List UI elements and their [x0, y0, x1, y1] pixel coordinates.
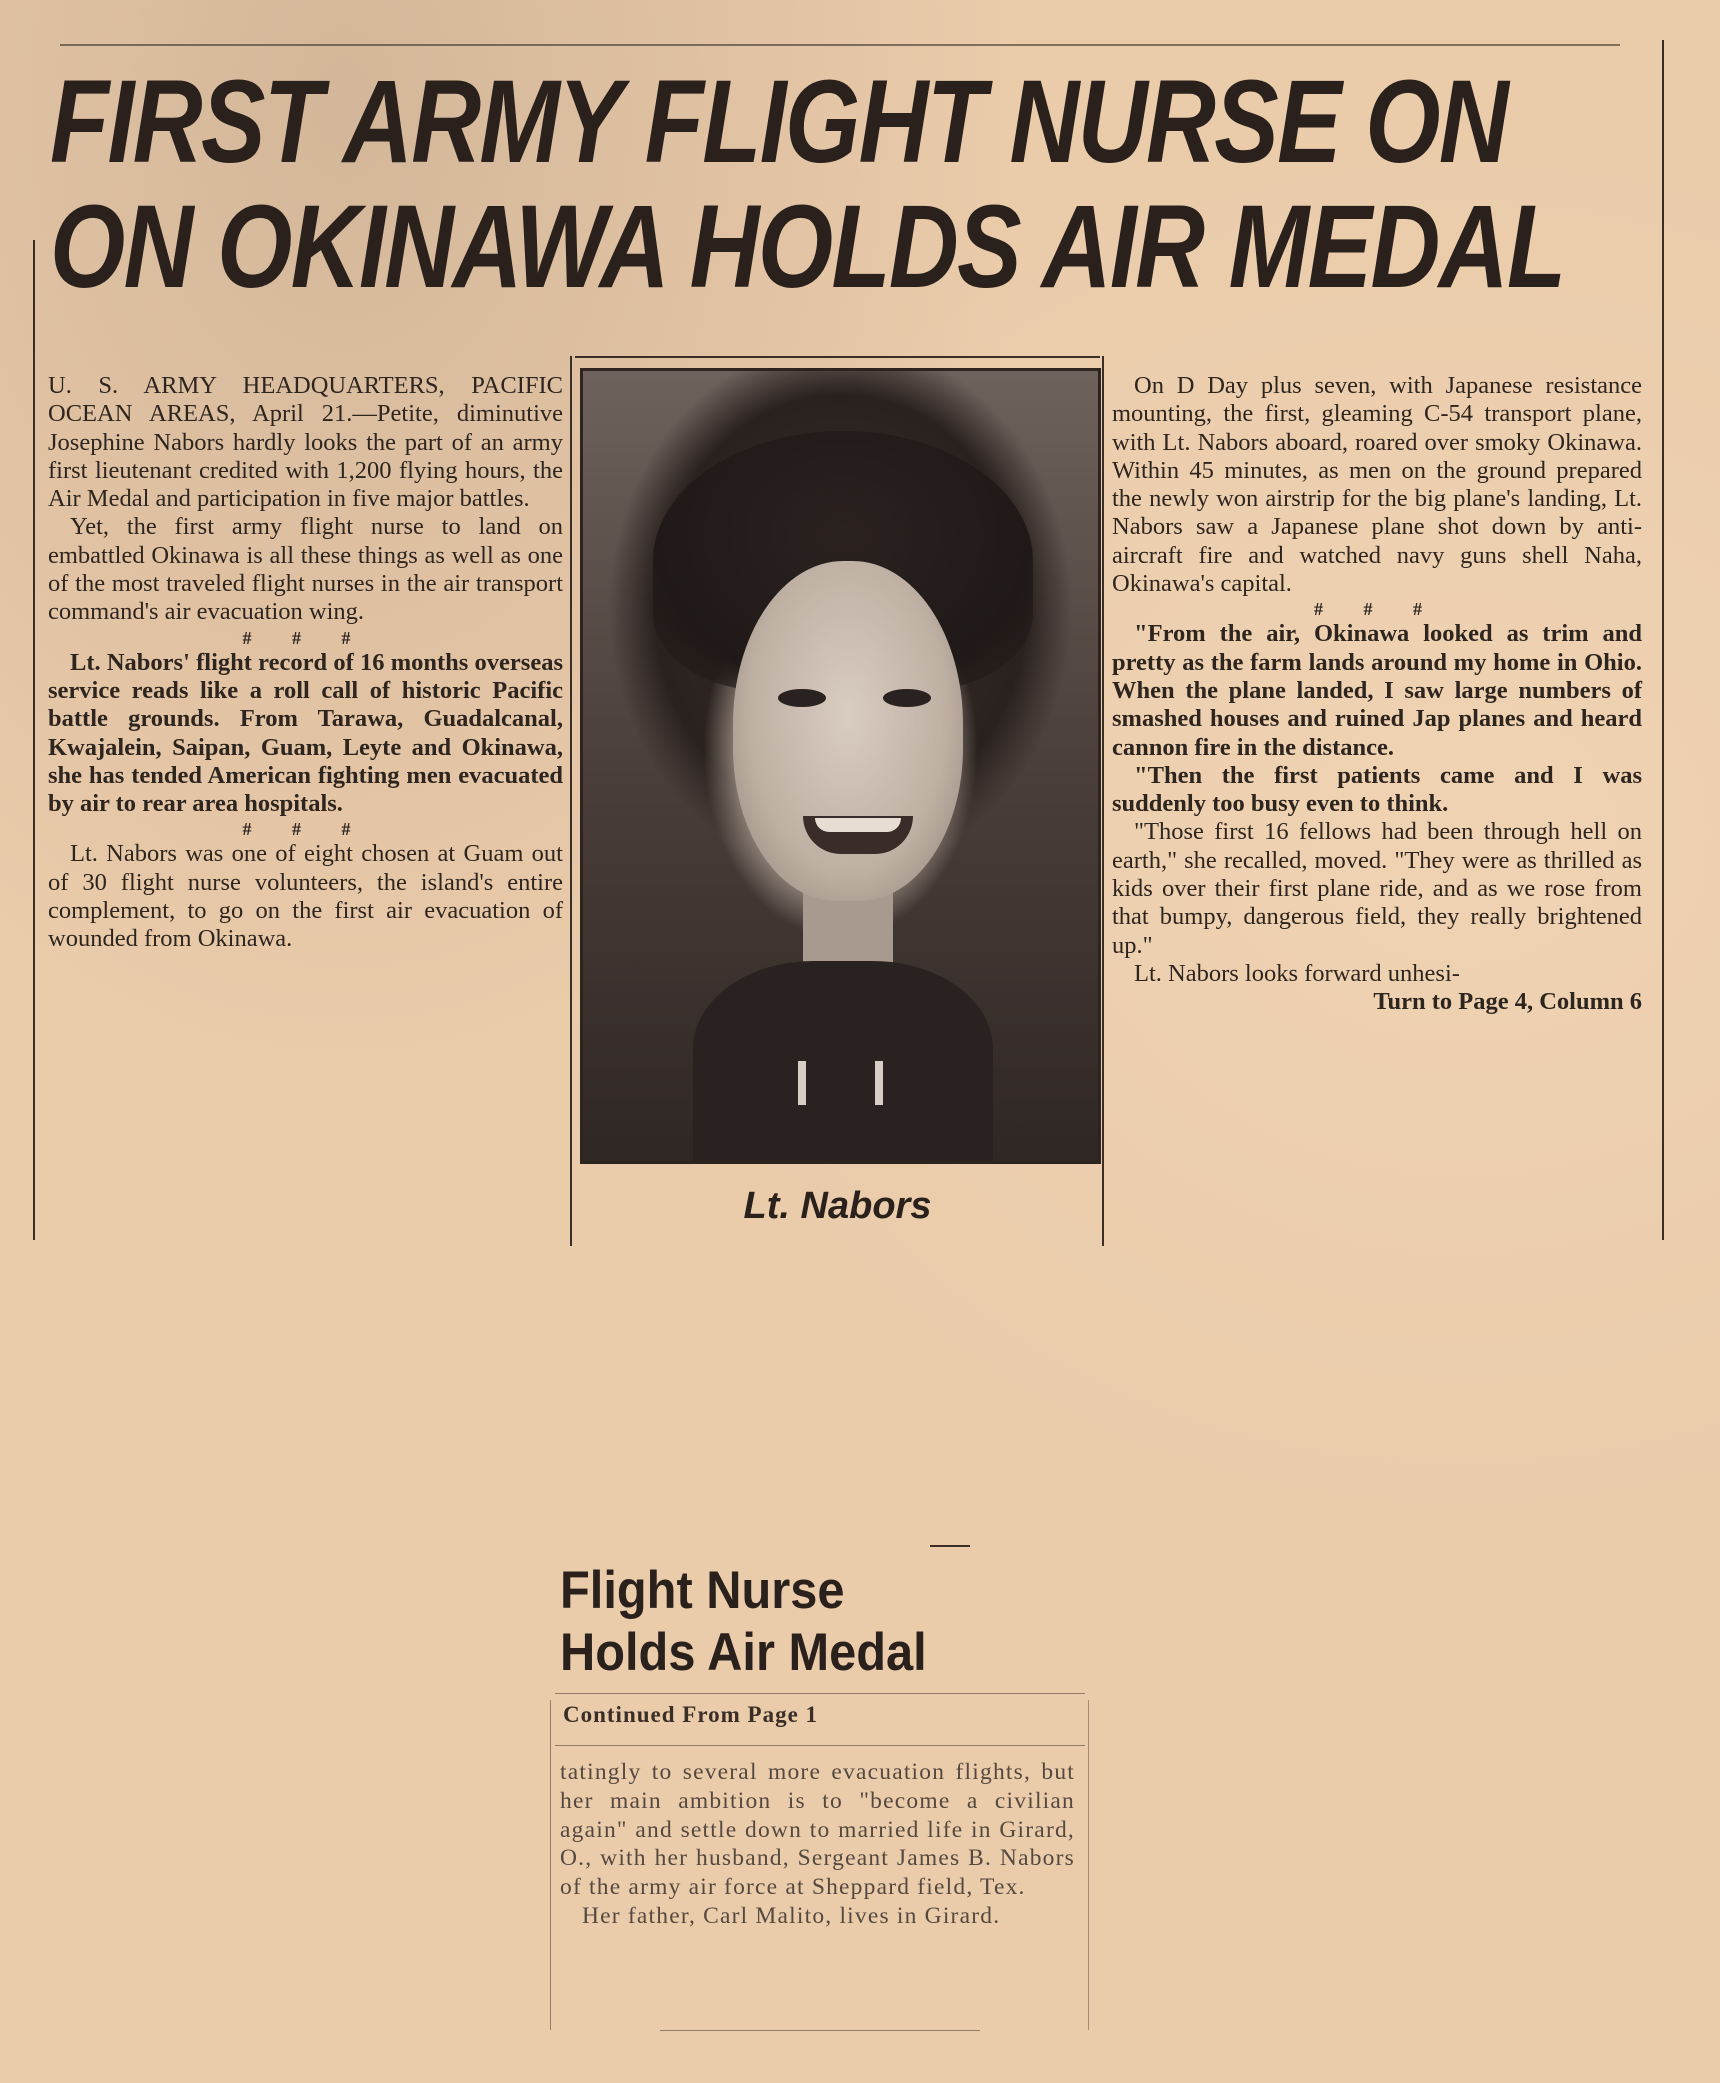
continuation-bottom-rule — [660, 2030, 980, 2031]
continued-from-label: Continued From Page 1 — [563, 1702, 819, 1727]
photo-insignia-left — [798, 1061, 806, 1105]
jump-line: Turn to Page 4, Column 6 — [1373, 988, 1642, 1016]
article-column-3 — [1112, 372, 1642, 1017]
portrait-photo — [580, 368, 1101, 1164]
continuation-head-rule — [555, 1693, 1085, 1694]
continuation-left-rule — [550, 1700, 551, 2030]
section-break-1: # # # — [242, 627, 369, 648]
col1-paragraph-2: Yet, the first army flight nurse to land on embattled Okinawa is all these things as well as one of the most traveled flight nurses in the air transport command's air evacuation wing. — [48, 513, 563, 626]
headline — [50, 56, 1565, 313]
photo-teeth — [815, 818, 901, 832]
col3-paragraph-2: "From the air, Okinawa looked as trim and pretty as the farm lands around my home in Ohio. When the plane landed, I saw large numbers of smashed houses and ruined Jap planes and heard cannon fire in the distance. — [1112, 620, 1642, 761]
left-border-rule — [33, 240, 35, 1240]
continuation-right-rule — [1088, 1700, 1089, 2030]
photo-top-rule — [575, 356, 1100, 358]
right-border-rule — [1662, 40, 1664, 1240]
col3-paragraph-3: "Then the first patients came and I was suddenly too busy even to think. — [1112, 761, 1642, 818]
col1-paragraph-3: Lt. Nabors' flight record of 16 months overseas service reads like a roll call of historic Pacific battle grounds. From Tarawa, Guadalcanal, Kwajalein, Saipan, Guam, Leyte and Okinawa, she has tended American fighting men evacuated by air to rear area hospitals. — [48, 648, 563, 818]
top-border-rule — [60, 44, 1620, 46]
continuation-body — [560, 1758, 1075, 1931]
continuation-headline — [560, 1560, 927, 1684]
continuation-headline-line-2: Holds Air Medal — [560, 1623, 927, 1682]
section-break-3: # # # — [1314, 599, 1440, 620]
headline-line-2: ON OKINAWA HOLDS AIR MEDAL — [50, 181, 1565, 313]
headline-line-1: FIRST ARMY FLIGHT NURSE ON — [50, 56, 1508, 188]
continuation-paragraph-1: tatingly to several more evacuation flights, but her main ambition is to "become a civilian again" and settle down to married life in Girard, O., with her husband, Sergeant James B. Nabors of the army air force at Sheppard field, Tex. — [560, 1759, 1075, 1901]
col1-paragraph-1: U. S. ARMY HEADQUARTERS, PACIFIC OCEAN AREAS, April 21.—Petite, diminutive Josephine Nabors hardly looks the part of an army first lieutenant credited with 1,200 flying hours, the Air Medal and participation in five major battles. — [48, 372, 563, 513]
photo-uniform — [693, 961, 993, 1164]
column-divider-right — [1102, 356, 1104, 1246]
continuation-paragraph-2: Her father, Carl Malito, lives in Girard. — [582, 1902, 1001, 1929]
column-divider-left — [570, 356, 572, 1246]
photo-eye-right — [883, 689, 931, 707]
article-column-1 — [48, 372, 563, 954]
col3-paragraph-1: On D Day plus seven, with Japanese resistance mounting, the first, gleaming C-54 transport plane, with Lt. Nabors aboard, roared over smoky Okinawa. Within 45 minutes, as men on the ground prepared the newly won airstrip for the big plane's landing, Lt. Nabors saw a Japanese plane shot down by anti-aircraft fire and watched navy guns shell Naha, Okinawa's capital. — [1112, 372, 1642, 598]
col3-paragraph-4: "Those first 16 fellows had been through hell on earth," she recalled, moved. "They were as thrilled as kids over their first plane ride, and as we rose from that bumpy, dangerous field, they really brightened up." — [1112, 818, 1642, 959]
col3-paragraph-5: Lt. Nabors looks forward unhesi- — [1134, 959, 1460, 987]
photo-insignia-right — [875, 1061, 883, 1105]
col1-paragraph-4: Lt. Nabors was one of eight chosen at Guam out of 30 flight nurse volunteers, the island's entire complement, to go on the first air evacuation of wounded from Okinawa. — [48, 840, 563, 953]
photo-eye-left — [778, 689, 826, 707]
continuation-sub-rule — [555, 1745, 1085, 1746]
section-break-2: # # # — [242, 819, 369, 840]
continuation-top-rule — [930, 1545, 970, 1547]
photo-caption: Lt. Nabors — [743, 1185, 932, 1227]
continuation-headline-line-1: Flight Nurse — [560, 1561, 845, 1620]
